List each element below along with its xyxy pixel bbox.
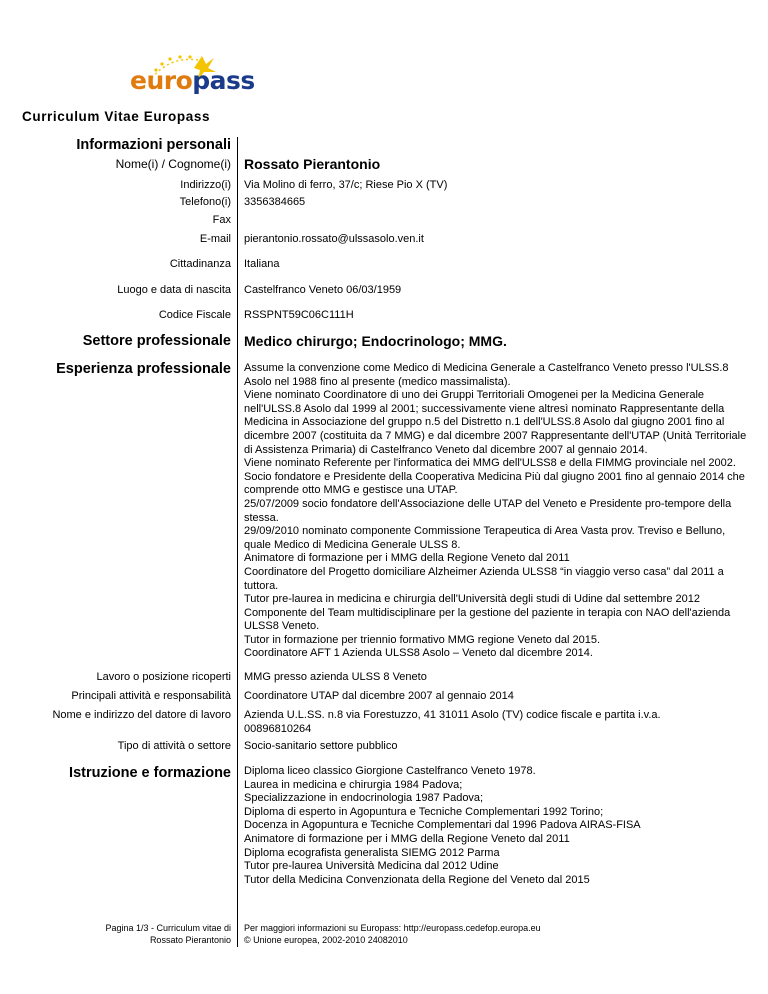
education-line: Docenza in Agopuntura e Tecniche Complementari dal 1996 Padova AIRAS-FISA: [244, 819, 641, 832]
experience-line: Coordinatore del Progetto domiciliare Alzheimer Azienda ULSS8 “in viaggio verso casa” dal 2011 a: [244, 565, 724, 578]
experience-line: quale Medico di Medicina Generale ULSS 8.: [244, 538, 461, 551]
citizenship-label: Cittadinanza: [169, 258, 231, 270]
education-line: Tutor pre-laurea Università Medicina dal 2012 Udine: [244, 860, 499, 873]
experience-line: Viene nominato Coordinatore di uno dei Gruppi Territoriali Omogenei per la Medicina Generale: [244, 389, 705, 402]
tax-code-value: RSSPNT59C06C111H: [244, 309, 354, 321]
activity-sector-value: Socio-sanitario settore pubblico: [244, 740, 398, 752]
experience-line: 25/07/2009 socio fondatore dell'Associazione delle UTAP del Veneto e Presidente pro-tempore della: [244, 497, 732, 510]
position-value: MMG presso azienda ULSS 8 Veneto: [244, 671, 427, 683]
full-name: Rossato Pierantonio: [244, 156, 381, 172]
address-label: Indirizzo(i): [180, 179, 231, 191]
experience-line: Socio fondatore e Presidente della Cooperativa Medicina Più dal giugno 2001 fino al gennaio 2014 che: [244, 470, 745, 483]
footer-author: Rossato Pierantonio: [149, 935, 231, 945]
experience-line: Medicina in Associazione del gruppo n.5 del Distretto n.1 dell'ULSS.8 Asolo dal giugno 2001 fino al: [244, 416, 725, 429]
experience-line: Asolo nel 1988 fino al presente (medico massimalista).: [244, 375, 511, 388]
europass-logo: [130, 52, 255, 97]
fax-label: Fax: [212, 214, 231, 226]
experience-line: 29/09/2010 nominato componente Commissione Terapeutica di Area Vasta prov. Treviso e Belluno,: [244, 525, 726, 538]
column-divider: [237, 137, 238, 947]
experience-line: ULSS8 Veneto.: [244, 620, 320, 633]
employer-line: 00896810264: [244, 722, 312, 735]
employer-value: [244, 709, 764, 736]
phone-label: Telefono(i): [179, 196, 231, 208]
employer-line: Azienda U.L.SS. n.8 via Forestuzzo, 41 31011 Asolo (TV) codice fiscale e partita i.v.a.: [244, 709, 661, 721]
experience-line: Tutor in formazione per triennio formativo MMG regione Veneto dal 2015.: [244, 633, 601, 646]
address-value: Via Molino di ferro, 37/c; Riese Pio X (TV): [244, 179, 448, 191]
education-line: Diploma di esperto in Agopuntura e Tecniche Complementari 1992 Torino;: [244, 805, 604, 818]
employer-label: Nome e indirizzo del datore di lavoro: [52, 709, 231, 721]
cv-title: Curriculum Vitae Europass: [22, 109, 211, 124]
footer-europass-info: [244, 922, 541, 946]
footer-page-number: Pagina 1/3 - Curriculum vitae di: [105, 923, 231, 933]
name-label: Nome(i) / Cognome(i): [115, 157, 231, 171]
activities-value: Coordinatore UTAP dal dicembre 2007 al gennaio 2014: [244, 690, 514, 702]
professional-sector-value: Medico chirurgo; Endocrinologo; MMG.: [244, 333, 507, 349]
experience-line: Coordinatore AFT 1 Azienda ULSS8 Asolo – Veneto dal dicembre 2014.: [244, 647, 593, 660]
section-professional-sector: Settore professionale: [82, 333, 231, 349]
activity-sector-label: Tipo di attività o settore: [117, 740, 231, 752]
experience-line: Assume la convenzione come Medico di Medicina Generale a Castelfranco Veneto presso l'ULSS.8: [244, 362, 729, 374]
activities-label: Principali attività e responsabilità: [71, 690, 231, 702]
tax-code-label: Codice Fiscale: [158, 309, 231, 321]
footer-page-info: [105, 922, 231, 946]
education-line: Animatore di formazione per i MMG della Regione Veneto dal 2011: [244, 832, 570, 845]
experience-line: stessa.: [244, 511, 279, 524]
footer-info-link: Per maggiori informazioni su Europass: http://europass.cedefop.europa.eu: [244, 923, 541, 933]
experience-line: nell'ULSS.8 Asolo dal 1999 al 2001; successivamente viene altresì nominato Rappresentante della: [244, 402, 725, 415]
education-line: Tutor della Medicina Convenzionata della Regione del Veneto dal 2015: [244, 873, 590, 886]
logo-text-euro: euro: [130, 66, 193, 95]
experience-line: di Assistenza Primaria) di Castelfranco Veneto dal dicembre 2007 al gennaio 2014.: [244, 443, 648, 456]
experience-line: tuttora.: [244, 579, 279, 592]
experience-description: [244, 362, 764, 661]
experience-line: Viene nominato Referente per l'informatica dei MMG dell'ULSS8 e della FIMMG provinciale nel 2002.: [244, 457, 736, 470]
email-value: pierantonio.rossato@ulssasolo.ven.it: [244, 233, 424, 245]
section-education: Istruzione e formazione: [69, 765, 231, 781]
logo-text-pass: pass: [192, 66, 255, 95]
position-label: Lavoro o posizione ricoperti: [96, 671, 231, 683]
experience-line: Componente del Team multidisciplinare per la gestione del paziente in terapia con NAO dell'azienda: [244, 606, 731, 619]
birth-label: Luogo e data di nascita: [117, 284, 231, 296]
email-label: E-mail: [199, 233, 231, 245]
phone-value: 3356384665: [244, 196, 306, 208]
education-line: Laurea in medicina e chirurgia 1984 Padova;: [244, 778, 463, 791]
section-experience: Esperienza professionale: [56, 361, 231, 377]
citizenship-value: Italiana: [244, 258, 280, 270]
footer-copyright: © Unione europea, 2002-2010 24082010: [244, 935, 408, 945]
experience-line: Tutor pre-laurea in medicina e chirurgia dell'Università degli studi di Udine dal settembre 2012: [244, 593, 700, 606]
education-line: Diploma liceo classico Giorgione Castelfranco Veneto 1978.: [244, 765, 536, 777]
education-line: Specializzazione in endocrinologia 1987 Padova;: [244, 792, 484, 805]
birth-value: Castelfranco Veneto 06/03/1959: [244, 284, 402, 296]
experience-line: Animatore di formazione per i MMG della Regione Veneto dal 2011: [244, 552, 570, 565]
section-personal-info: Informazioni personali: [76, 137, 231, 153]
education-list: [244, 765, 764, 887]
experience-line: comprende otto MMG e gestisce una UTAP.: [244, 484, 458, 497]
education-line: Diploma ecografista generalista SIEMG 2012 Parma: [244, 846, 500, 859]
experience-line: dicembre 2007 (costituita da 7 MMG) e dal dicembre 2007 Rappresentante dell'UTAP (Unità Territoriale: [244, 429, 747, 442]
